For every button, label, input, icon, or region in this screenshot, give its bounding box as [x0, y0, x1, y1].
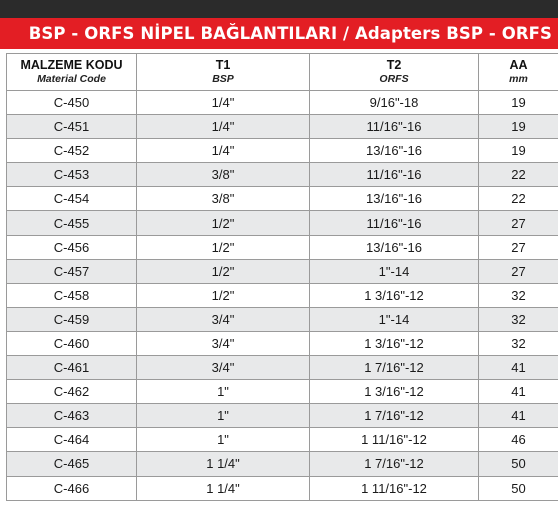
cell-aa: 27 [479, 259, 558, 283]
top-band [0, 0, 558, 18]
cell-material-code: C-451 [7, 115, 137, 139]
cell-aa: 32 [479, 331, 558, 355]
cell-t2: 9/16"-18 [310, 91, 479, 115]
header-label: MALZEME KODU [20, 58, 123, 72]
cell-t1: 3/4" [137, 307, 310, 331]
cell-aa: 41 [479, 404, 558, 428]
table-row [7, 404, 558, 428]
cell-aa: 46 [479, 428, 558, 452]
cell-t1: 1/2" [137, 211, 310, 235]
table-row [7, 235, 558, 259]
header-sublabel: ORFS [379, 73, 409, 85]
header-sublabel: BSP [212, 73, 234, 85]
header-aa [479, 54, 558, 91]
cell-t1: 1" [137, 380, 310, 404]
header-t1 [137, 54, 310, 91]
cell-aa: 22 [479, 187, 558, 211]
cell-aa: 22 [479, 163, 558, 187]
cell-t1: 3/4" [137, 331, 310, 355]
table-row [7, 115, 558, 139]
header-material-code [7, 54, 137, 91]
cell-t1: 1/4" [137, 139, 310, 163]
cell-material-code: C-455 [7, 211, 137, 235]
table-row [7, 331, 558, 355]
cell-material-code: C-462 [7, 380, 137, 404]
cell-t2: 1 7/16"-12 [310, 452, 479, 476]
table-row [7, 380, 558, 404]
cell-aa: 41 [479, 380, 558, 404]
table-row [7, 163, 558, 187]
cell-t1: 1/2" [137, 259, 310, 283]
page-title: BSP - ORFS NİPEL BAĞLANTILARI / Adapters BSP - ORFS [28, 24, 552, 43]
cell-aa: 19 [479, 91, 558, 115]
cell-t2: 13/16"-16 [310, 187, 479, 211]
table-row [7, 283, 558, 307]
cell-t2: 1 7/16"-12 [310, 404, 479, 428]
table-row [7, 356, 558, 380]
table-row [7, 428, 558, 452]
cell-material-code: C-466 [7, 476, 137, 500]
table-row [7, 452, 558, 476]
cell-aa: 32 [479, 307, 558, 331]
cell-material-code: C-452 [7, 139, 137, 163]
cell-t2: 11/16"-16 [310, 211, 479, 235]
cell-t2: 1 11/16"-12 [310, 476, 479, 500]
cell-t2: 1 7/16"-12 [310, 356, 479, 380]
cell-t2: 1"-14 [310, 259, 479, 283]
table-row [7, 139, 558, 163]
cell-t1: 1 1/4" [137, 452, 310, 476]
cell-material-code: C-463 [7, 404, 137, 428]
cell-t1: 3/4" [137, 356, 310, 380]
cell-aa: 50 [479, 452, 558, 476]
header-row [7, 54, 558, 91]
cell-t2: 1"-14 [310, 307, 479, 331]
cell-t1: 1" [137, 404, 310, 428]
cell-t2: 1 11/16"-12 [310, 428, 479, 452]
table-row [7, 91, 558, 115]
header-label: T1 [215, 58, 231, 72]
spec-table [6, 53, 558, 501]
cell-material-code: C-450 [7, 91, 137, 115]
table-row [7, 259, 558, 283]
cell-material-code: C-464 [7, 428, 137, 452]
header-label: AA [509, 58, 528, 72]
cell-material-code: C-456 [7, 235, 137, 259]
cell-t2: 1 3/16"-12 [310, 283, 479, 307]
cell-t1: 3/8" [137, 187, 310, 211]
cell-t1: 1" [137, 428, 310, 452]
header-sublabel: mm [509, 73, 528, 85]
cell-t2: 1 3/16"-12 [310, 380, 479, 404]
cell-material-code: C-459 [7, 307, 137, 331]
cell-t2: 1 3/16"-12 [310, 331, 479, 355]
title-bar [0, 18, 558, 49]
cell-t2: 11/16"-16 [310, 115, 479, 139]
cell-t2: 13/16"-16 [310, 235, 479, 259]
table-row [7, 307, 558, 331]
cell-aa: 50 [479, 476, 558, 500]
cell-t1: 1/2" [137, 235, 310, 259]
cell-aa: 27 [479, 235, 558, 259]
header-t2 [310, 54, 479, 91]
table-row [7, 476, 558, 500]
cell-material-code: C-461 [7, 356, 137, 380]
cell-t2: 13/16"-16 [310, 139, 479, 163]
cell-t1: 1/2" [137, 283, 310, 307]
cell-t1: 3/8" [137, 163, 310, 187]
cell-material-code: C-453 [7, 163, 137, 187]
cell-material-code: C-454 [7, 187, 137, 211]
cell-aa: 32 [479, 283, 558, 307]
cell-t1: 1 1/4" [137, 476, 310, 500]
cell-aa: 41 [479, 356, 558, 380]
cell-material-code: C-460 [7, 331, 137, 355]
cell-material-code: C-465 [7, 452, 137, 476]
header-sublabel: Material Code [37, 73, 106, 85]
cell-aa: 27 [479, 211, 558, 235]
cell-t1: 1/4" [137, 91, 310, 115]
table-row [7, 187, 558, 211]
header-label: T2 [386, 58, 402, 72]
cell-material-code: C-458 [7, 283, 137, 307]
cell-material-code: C-457 [7, 259, 137, 283]
cell-t2: 11/16"-16 [310, 163, 479, 187]
table-body [7, 91, 558, 501]
cell-aa: 19 [479, 139, 558, 163]
table-row [7, 211, 558, 235]
cell-aa: 19 [479, 115, 558, 139]
cell-t1: 1/4" [137, 115, 310, 139]
